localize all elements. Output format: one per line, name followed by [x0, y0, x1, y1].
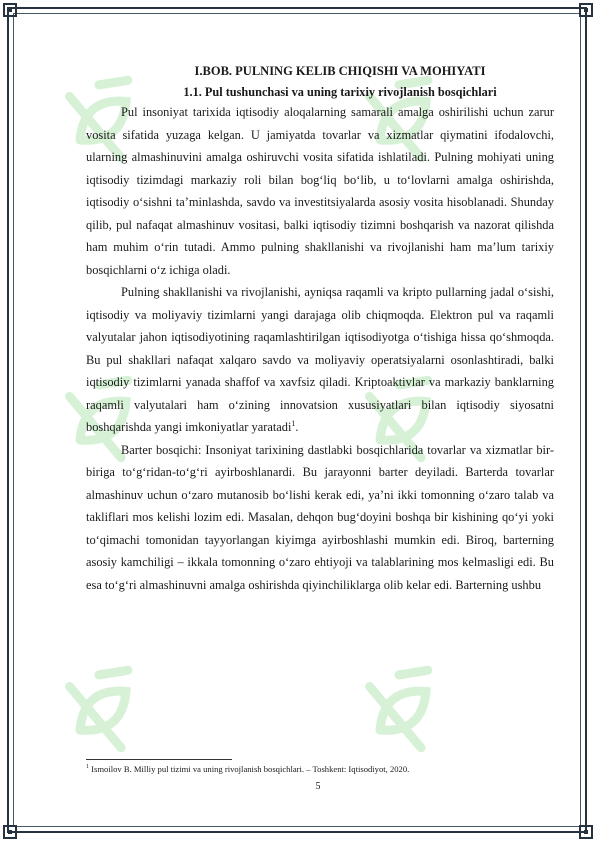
paragraph-2-text: Pulning shakllanishi va rivojlanishi, ayniqsa raqamli va kripto pullarning jadal o‘sishi, iqtisodiy va moliyaviy tizimlarni yangi darajaga olib chiqmoqda. Elektron pul va raqamli valyutalar jahon iqtisodiyotining raqamlashtirilgan iqtisodiyotga o‘tishiga hissa qo‘shmoqda. Bu pul shakllari nafaqat xalqaro savdo va moliyaviy operatsiyalarni osonlashtiradi, balki iqtisodiy tizimlarni yanada shaffof va xavfsiz qiladi. Kriptoaktivlar va markaziy banklarning raqamli valyutalari ham o‘zining innovatsion xususiyatlari bilan iqtisodiy siyosatni boshqarishda yangi imkoniyatlar yaratadi	[86, 285, 554, 434]
corner-ornament-icon	[3, 3, 17, 17]
paragraph-1: Pul insoniyat tarixida iqtisodiy aloqalarning samarali amalga oshirilishi uchun zarur vosita sifatida yuzaga kelgan. U jamiyatda tovarlar va xizmatlar qiymatini ifodalovchi, ularning almashinuvini amalga oshiruvchi vosita sifatida ishlatiladi. Pulning mohiyati uning iqtisodiy tizimdagi markaziy roli bilan bog‘liq bo‘lib, u to‘lovlarni amalga oshirishda, iqtisodiy o‘sishni ta’minlashda, savdo va investitsiyalarda asosiy vosita hisoblanadi. Shunday qilib, pul nafaqat almashinuv vositasi, balki iqtisodiy tizimni boshqarish va nazorat qilishda ham muhim o‘rin tutadi. Ammo pulning shakllanishi va rivojlanishi ham ma’lum tarixiy bosqichlarni o‘z ichiga oladi.	[86, 105, 554, 277]
footnote	[86, 764, 554, 774]
chapter-title: I.BOB. PULNING KELIB CHIQISHI VA MOHIYATI	[194, 64, 486, 78]
corner-ornament-icon	[3, 825, 17, 839]
footnote-number: 1	[86, 764, 89, 771]
footnote-reference[interactable]: 1	[291, 418, 296, 428]
footnote-separator	[86, 759, 232, 760]
paragraph-3: Barter bosqichi: Insoniyat tarixining dastlabki bosqichlarida tovarlar va xizmatlar bir-biriga to‘g‘ridan-to‘g‘ri ayirboshlanardi. Bu jarayonni barter deyiladi. Barterda tovarlar almashinuv uchun o‘zaro mutanosib bo‘lishi kerak edi, ya’ni ikki tomonning o‘zaro talab va takliflari mos kelishi lozim edi. Masalan, dehqon bug‘doyini boshqa bir kishining qo‘yi yoki to‘qimachi tomonidan tayyorlangan kiyimga ayirboshlashi mumkin edi. Biroq, barterning asosiy kamchiligi – ikkala tomonning o‘zaro ehtiyoji va talablarining mos kelmasligi edi. Bu esa to‘g‘ri almashinuvni amalga oshirishda qiyinchiliklarga olib kelar edi. Barterning ushbu	[86, 442, 554, 592]
corner-ornament-icon	[579, 825, 593, 839]
paragraph-2	[86, 281, 554, 439]
page-content	[86, 62, 554, 596]
page-number: 5	[315, 781, 321, 792]
section-title: 1.1. Pul tushunchasi va uning tarixiy rivojlanish bosqichlari	[183, 85, 497, 99]
paragraph-2-end: .	[295, 420, 299, 434]
corner-ornament-icon	[579, 3, 593, 17]
footnote-text: Ismoilov B. Milliy pul tizimi va uning rivojlanish bosqichlari. – Toshkent: Iqtisodiyot, 2020.	[89, 764, 410, 774]
